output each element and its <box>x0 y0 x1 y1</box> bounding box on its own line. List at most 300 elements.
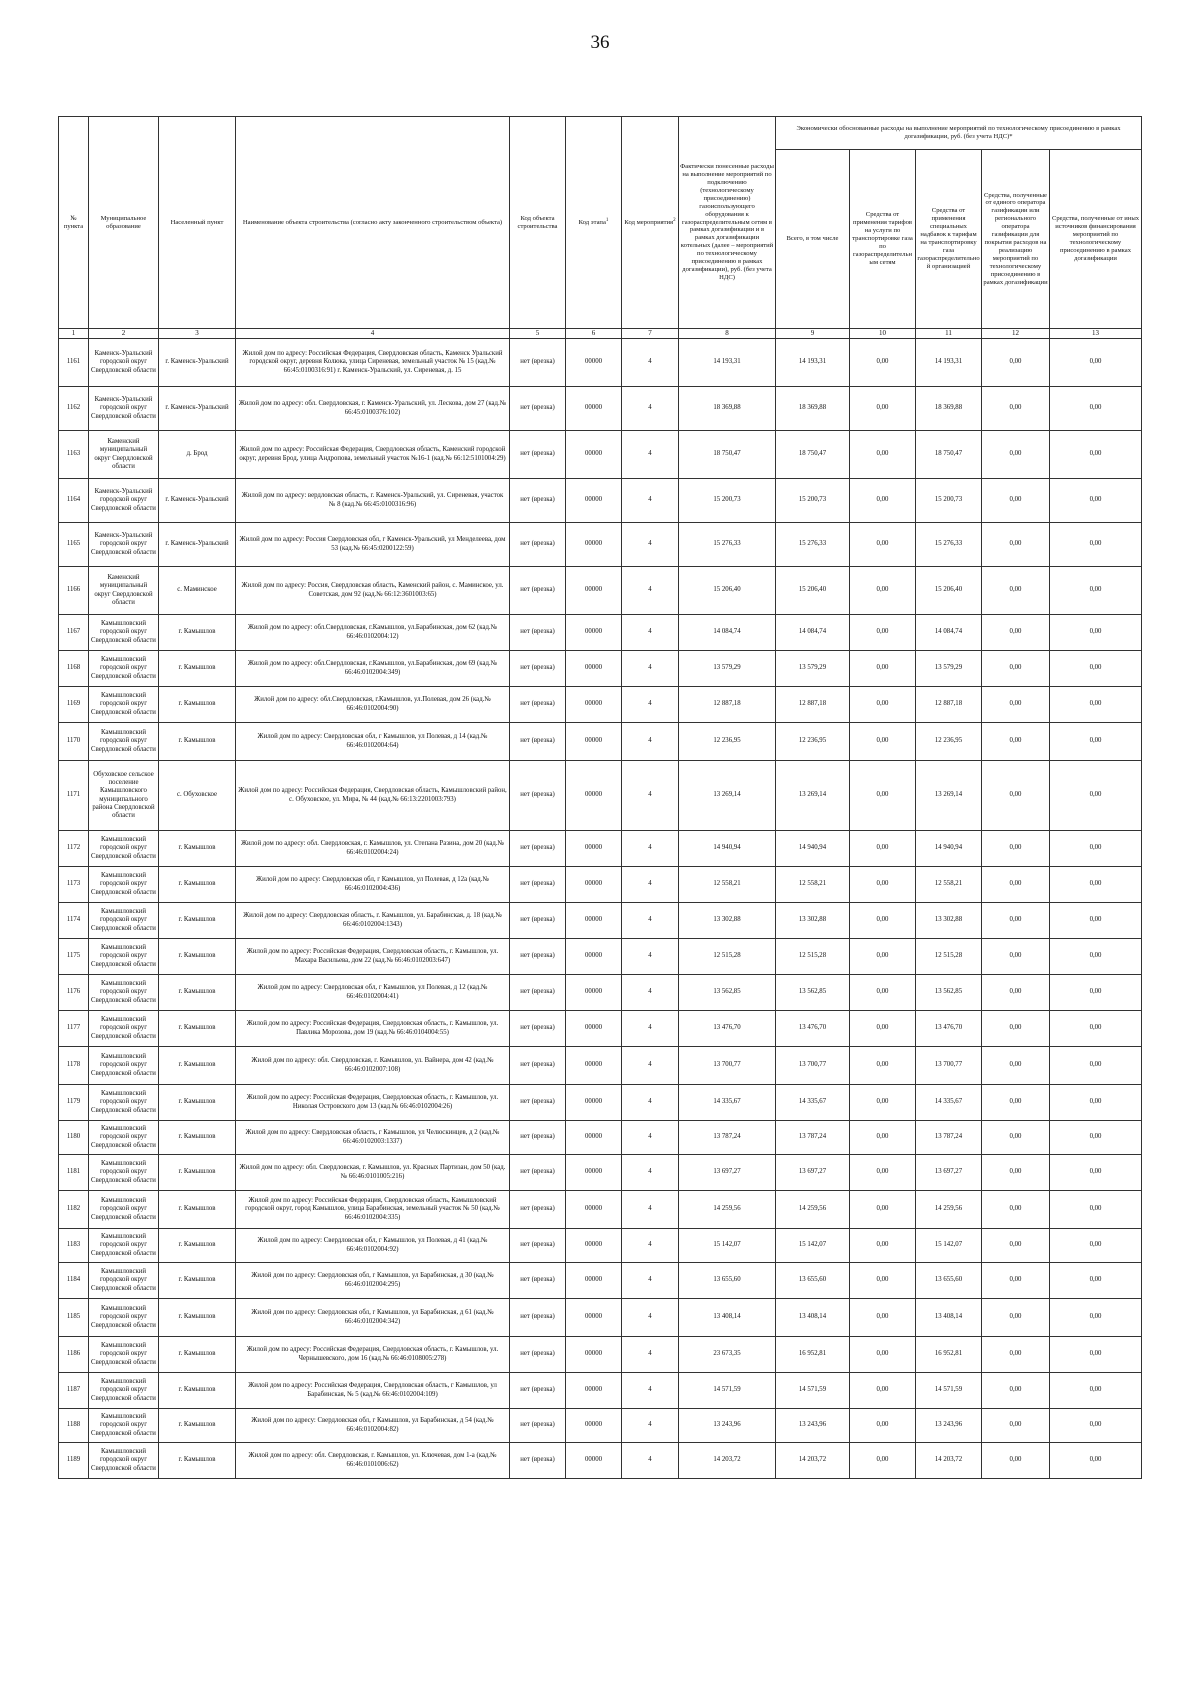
header-special-surcharge: Средства от применения специальных надбавок к тарифам на транспортировку газа газораспределительной организацией <box>916 150 982 329</box>
operator-funds-cell: 0,00 <box>982 339 1050 387</box>
total-cell: 14 193,31 <box>776 339 850 387</box>
operator-funds-cell: 0,00 <box>982 1121 1050 1155</box>
actual-costs-cell: 13 787,24 <box>679 1121 776 1155</box>
stage-code-cell: 00000 <box>566 523 622 567</box>
actual-costs-cell: 14 571,59 <box>679 1373 776 1409</box>
column-number: 7 <box>622 329 679 339</box>
event-code-cell: 4 <box>622 651 679 687</box>
actual-costs-cell: 15 200,73 <box>679 479 776 523</box>
stage-code-cell: 00000 <box>566 651 622 687</box>
municipality-cell: Камышловский городской округ Свердловской области <box>89 1121 159 1155</box>
special-surcharge-cell: 13 562,85 <box>916 975 982 1011</box>
other-sources-cell: 0,00 <box>1050 615 1142 651</box>
table-row <box>59 1229 1142 1263</box>
object-code-cell: нет (врезка) <box>510 723 566 761</box>
transport-tariff-cell: 0,00 <box>850 975 916 1011</box>
row-number: 1183 <box>59 1229 89 1263</box>
table-row <box>59 1299 1142 1337</box>
object-cell: Жилой дом по адресу: Российская Федерация, Свердловская область, г Камышлов, ул Барабинская, № 5 (кад.№ 66:46:0102004:109) <box>236 1373 510 1409</box>
header-object: Наименование объекта строительства (согласно акту законченного строительством объекта) <box>236 117 510 329</box>
settlement-cell: г. Каменск-Уральский <box>159 387 236 431</box>
row-number: 1165 <box>59 523 89 567</box>
total-cell: 15 142,07 <box>776 1229 850 1263</box>
total-cell: 13 476,70 <box>776 1011 850 1047</box>
object-cell: Жилой дом по адресу: Российская Федерация, Свердловская область, г. Камышлов, ул. Чернышевского, дом 16 (кад.№ 66:46:0108005:278) <box>236 1337 510 1373</box>
operator-funds-cell: 0,00 <box>982 761 1050 831</box>
event-code-cell: 4 <box>622 1155 679 1191</box>
actual-costs-cell: 14 259,56 <box>679 1191 776 1229</box>
row-number: 1166 <box>59 567 89 615</box>
municipality-cell: Камышловский городской округ Свердловской области <box>89 1155 159 1191</box>
object-cell: Жилой дом по адресу: Свердловская обл, г Камышлов, ул Барабинская, д 30 (кад.№ 66:46:0102004:295) <box>236 1263 510 1299</box>
event-code-cell: 4 <box>622 867 679 903</box>
actual-costs-cell: 13 655,60 <box>679 1263 776 1299</box>
settlement-cell: г. Камышлов <box>159 615 236 651</box>
event-code-cell: 4 <box>622 1443 679 1479</box>
municipality-cell: Камышловский городской округ Свердловской области <box>89 1011 159 1047</box>
object-cell: Жилой дом по адресу: Российская Федерация, Свердловская область, г. Камышлов, ул. Николая Островского дом 13 (кад.№ 66:46:0102004:26) <box>236 1085 510 1121</box>
total-cell: 13 302,88 <box>776 903 850 939</box>
row-number: 1177 <box>59 1011 89 1047</box>
settlement-cell: г. Каменск-Уральский <box>159 339 236 387</box>
stage-code-cell: 00000 <box>566 567 622 615</box>
event-code-cell: 4 <box>622 1409 679 1443</box>
column-number: 6 <box>566 329 622 339</box>
object-code-cell: нет (врезка) <box>510 867 566 903</box>
header-stage-code: Код этапа$^1$ <box>566 117 622 329</box>
table-row <box>59 615 1142 651</box>
other-sources-cell: 0,00 <box>1050 1011 1142 1047</box>
other-sources-cell: 0,00 <box>1050 1047 1142 1085</box>
settlement-cell: г. Камышлов <box>159 1155 236 1191</box>
event-code-cell: 4 <box>622 431 679 479</box>
operator-funds-cell: 0,00 <box>982 1047 1050 1085</box>
settlement-cell: г. Камышлов <box>159 975 236 1011</box>
transport-tariff-cell: 0,00 <box>850 1191 916 1229</box>
actual-costs-cell: 14 335,67 <box>679 1085 776 1121</box>
total-cell: 16 952,81 <box>776 1337 850 1373</box>
total-cell: 12 515,28 <box>776 939 850 975</box>
row-number: 1176 <box>59 975 89 1011</box>
other-sources-cell: 0,00 <box>1050 1299 1142 1337</box>
special-surcharge-cell: 13 476,70 <box>916 1011 982 1047</box>
settlement-cell: г. Каменск-Уральский <box>159 479 236 523</box>
transport-tariff-cell: 0,00 <box>850 1443 916 1479</box>
settlement-cell: г. Камышлов <box>159 1299 236 1337</box>
table-row <box>59 761 1142 831</box>
total-cell: 13 562,85 <box>776 975 850 1011</box>
event-code-cell: 4 <box>622 761 679 831</box>
transport-tariff-cell: 0,00 <box>850 523 916 567</box>
operator-funds-cell: 0,00 <box>982 723 1050 761</box>
operator-funds-cell: 0,00 <box>982 387 1050 431</box>
object-cell: Жилой дом по адресу: обл.Свердловская, г.Камышлов, ул.Полевая, дом 26 (кад.№ 66:46:0102004:90) <box>236 687 510 723</box>
stage-code-cell: 00000 <box>566 1047 622 1085</box>
row-number: 1163 <box>59 431 89 479</box>
object-cell: Жилой дом по адресу: Российская Федерация, Свердловская область, Камышловский городской округ, город Камышлов, улица Барабинская, земельный участок № 50 (кад.№ 66:46:0102004:335) <box>236 1191 510 1229</box>
actual-costs-cell: 13 269,14 <box>679 761 776 831</box>
other-sources-cell: 0,00 <box>1050 1409 1142 1443</box>
settlement-cell: г. Камышлов <box>159 939 236 975</box>
total-cell: 12 236,95 <box>776 723 850 761</box>
object-cell: Жилой дом по адресу: Россия, Свердловская область, Каменский район, с. Маминское, ул. Советская, дом 92 (кад.№ 66:12:3601003:65) <box>236 567 510 615</box>
actual-costs-cell: 12 515,28 <box>679 939 776 975</box>
other-sources-cell: 0,00 <box>1050 339 1142 387</box>
total-cell: 13 700,77 <box>776 1047 850 1085</box>
object-code-cell: нет (врезка) <box>510 687 566 723</box>
object-cell: Жилой дом по адресу: обл. Свердловская, г. Камышлов, ул. Степана Разина, дом 20 (кад.№ 66:46:0102004:24) <box>236 831 510 867</box>
header-object-code: Код объекта строительства <box>510 117 566 329</box>
event-code-cell: 4 <box>622 1263 679 1299</box>
other-sources-cell: 0,00 <box>1050 567 1142 615</box>
stage-code-cell: 00000 <box>566 479 622 523</box>
stage-code-cell: 00000 <box>566 1011 622 1047</box>
settlement-cell: г. Камышлов <box>159 1191 236 1229</box>
operator-funds-cell: 0,00 <box>982 1263 1050 1299</box>
settlement-cell: г. Камышлов <box>159 1121 236 1155</box>
total-cell: 13 787,24 <box>776 1121 850 1155</box>
table-row <box>59 479 1142 523</box>
special-surcharge-cell: 14 259,56 <box>916 1191 982 1229</box>
row-number: 1188 <box>59 1409 89 1443</box>
settlement-cell: г. Камышлов <box>159 1373 236 1409</box>
row-number: 1179 <box>59 1085 89 1121</box>
table-row <box>59 1337 1142 1373</box>
other-sources-cell: 0,00 <box>1050 723 1142 761</box>
transport-tariff-cell: 0,00 <box>850 1337 916 1373</box>
table-row <box>59 1263 1142 1299</box>
stage-code-cell: 00000 <box>566 1299 622 1337</box>
event-code-cell: 4 <box>622 939 679 975</box>
municipality-cell: Каменск-Уральский городской округ Свердловской области <box>89 339 159 387</box>
settlement-cell: г. Камышлов <box>159 1409 236 1443</box>
transport-tariff-cell: 0,00 <box>850 831 916 867</box>
stage-code-cell: 00000 <box>566 1085 622 1121</box>
operator-funds-cell: 0,00 <box>982 1337 1050 1373</box>
settlement-cell: г. Камышлов <box>159 831 236 867</box>
stage-code-cell: 00000 <box>566 1191 622 1229</box>
other-sources-cell: 0,00 <box>1050 831 1142 867</box>
object-cell: Жилой дом по адресу: Российская Федерация, Свердловская область, Каменский городской округ, деревня Брод, улица Андропова, земельный участок №16-1 (кад.№ 66:12:5101004:29) <box>236 431 510 479</box>
table-row <box>59 1191 1142 1229</box>
municipality-cell: Каменск-Уральский городской округ Свердловской области <box>89 479 159 523</box>
other-sources-cell: 0,00 <box>1050 687 1142 723</box>
object-code-cell: нет (врезка) <box>510 651 566 687</box>
municipality-cell: Камышловский городской округ Свердловской области <box>89 831 159 867</box>
row-number: 1184 <box>59 1263 89 1299</box>
operator-funds-cell: 0,00 <box>982 867 1050 903</box>
actual-costs-cell: 14 203,72 <box>679 1443 776 1479</box>
actual-costs-cell: 23 673,35 <box>679 1337 776 1373</box>
column-number: 12 <box>982 329 1050 339</box>
transport-tariff-cell: 0,00 <box>850 387 916 431</box>
special-surcharge-cell: 13 579,29 <box>916 651 982 687</box>
operator-funds-cell: 0,00 <box>982 687 1050 723</box>
row-number: 1169 <box>59 687 89 723</box>
operator-funds-cell: 0,00 <box>982 615 1050 651</box>
transport-tariff-cell: 0,00 <box>850 567 916 615</box>
object-cell: Жилой дом по адресу: Свердловская обл, г Камышлов, ул Полевая, д 41 (кад.№ 66:46:0102004:92) <box>236 1229 510 1263</box>
column-number-row <box>59 329 1142 339</box>
operator-funds-cell: 0,00 <box>982 1191 1050 1229</box>
object-cell: Жилой дом по адресу: обл. Свердловская, г. Камышлов, ул. Ключевая, дом 1-а (кад.№ 66:46:0101006:62) <box>236 1443 510 1479</box>
special-surcharge-cell: 13 787,24 <box>916 1121 982 1155</box>
settlement-cell: с. Маминское <box>159 567 236 615</box>
event-code-cell: 4 <box>622 1373 679 1409</box>
table-row <box>59 1011 1142 1047</box>
stage-code-cell: 00000 <box>566 1229 622 1263</box>
total-cell: 18 369,88 <box>776 387 850 431</box>
actual-costs-cell: 12 558,21 <box>679 867 776 903</box>
municipality-cell: Камышловский городской округ Свердловской области <box>89 1443 159 1479</box>
total-cell: 14 203,72 <box>776 1443 850 1479</box>
stage-code-cell: 00000 <box>566 1337 622 1373</box>
header-no: № пункта <box>59 117 89 329</box>
settlement-cell: д. Брод <box>159 431 236 479</box>
object-cell: Жилой дом по адресу: Свердловская область, г Камышлов, ул Челюскинцев, д 2 (кад.№ 66:46:0102003:1337) <box>236 1121 510 1155</box>
municipality-cell: Камышловский городской округ Свердловской области <box>89 867 159 903</box>
event-code-cell: 4 <box>622 339 679 387</box>
object-cell: Жилой дом по адресу: вердловская область, г. Каменск-Уральский, ул. Сиреневая, участок № 8 (кад.№ 66:45:0100316:96) <box>236 479 510 523</box>
event-code-cell: 4 <box>622 903 679 939</box>
table-row <box>59 1373 1142 1409</box>
other-sources-cell: 0,00 <box>1050 651 1142 687</box>
other-sources-cell: 0,00 <box>1050 1155 1142 1191</box>
municipality-cell: Камышловский городской округ Свердловской области <box>89 687 159 723</box>
settlement-cell: г. Каменск-Уральский <box>159 523 236 567</box>
actual-costs-cell: 18 369,88 <box>679 387 776 431</box>
other-sources-cell: 0,00 <box>1050 1263 1142 1299</box>
municipality-cell: Камышловский городской округ Свердловской области <box>89 939 159 975</box>
table-row <box>59 387 1142 431</box>
row-number: 1186 <box>59 1337 89 1373</box>
transport-tariff-cell: 0,00 <box>850 761 916 831</box>
stage-code-cell: 00000 <box>566 1443 622 1479</box>
other-sources-cell: 0,00 <box>1050 1229 1142 1263</box>
municipality-cell: Камышловский городской округ Свердловской области <box>89 651 159 687</box>
total-cell: 13 269,14 <box>776 761 850 831</box>
settlement-cell: г. Камышлов <box>159 1047 236 1085</box>
actual-costs-cell: 14 940,94 <box>679 831 776 867</box>
special-surcharge-cell: 13 408,14 <box>916 1299 982 1337</box>
header-actual-costs: Фактически понесенные расходы на выполнение мероприятий по подключению (технологическому присоединению) газоиспользующего оборудования к газораспределительным сетям в рамках догазификации и в рамках догазификации котельных (далее – мероприятий по технологическому присоединению в рамках догазификации), руб. (без учета НДС) <box>679 117 776 329</box>
municipality-cell: Камышловский городской округ Свердловской области <box>89 1299 159 1337</box>
object-code-cell: нет (врезка) <box>510 1373 566 1409</box>
settlement-cell: г. Камышлов <box>159 1011 236 1047</box>
transport-tariff-cell: 0,00 <box>850 1085 916 1121</box>
event-code-cell: 4 <box>622 831 679 867</box>
transport-tariff-cell: 0,00 <box>850 867 916 903</box>
transport-tariff-cell: 0,00 <box>850 1155 916 1191</box>
special-surcharge-cell: 15 206,40 <box>916 567 982 615</box>
settlement-cell: г. Камышлов <box>159 687 236 723</box>
row-number: 1181 <box>59 1155 89 1191</box>
row-number: 1172 <box>59 831 89 867</box>
municipality-cell: Каменский муниципальный округ Свердловской области <box>89 431 159 479</box>
object-cell: Жилой дом по адресу: обл. Свердловская, г. Камышлов, ул. Вайнера, дом 42 (кад.№ 66:46:0102007:108) <box>236 1047 510 1085</box>
municipality-cell: Камышловский городской округ Свердловской области <box>89 975 159 1011</box>
special-surcharge-cell: 15 276,33 <box>916 523 982 567</box>
event-code-cell: 4 <box>622 523 679 567</box>
other-sources-cell: 0,00 <box>1050 479 1142 523</box>
transport-tariff-cell: 0,00 <box>850 651 916 687</box>
event-code-cell: 4 <box>622 1047 679 1085</box>
stage-code-cell: 00000 <box>566 1155 622 1191</box>
special-surcharge-cell: 14 084,74 <box>916 615 982 651</box>
table-row <box>59 651 1142 687</box>
object-code-cell: нет (врезка) <box>510 1047 566 1085</box>
object-code-cell: нет (врезка) <box>510 1121 566 1155</box>
object-code-cell: нет (врезка) <box>510 431 566 479</box>
municipality-cell: Камышловский городской округ Свердловской области <box>89 723 159 761</box>
header-transport-tariff: Средства от применения тарифов на услуги по транспортировке газа по газораспределительным сетям <box>850 150 916 329</box>
row-number: 1180 <box>59 1121 89 1155</box>
object-code-cell: нет (врезка) <box>510 1409 566 1443</box>
header-settlement: Населенный пункт <box>159 117 236 329</box>
total-cell: 14 571,59 <box>776 1373 850 1409</box>
table-row <box>59 1443 1142 1479</box>
object-code-cell: нет (врезка) <box>510 1443 566 1479</box>
transport-tariff-cell: 0,00 <box>850 339 916 387</box>
actual-costs-cell: 13 243,96 <box>679 1409 776 1443</box>
table-row <box>59 939 1142 975</box>
row-number: 1175 <box>59 939 89 975</box>
other-sources-cell: 0,00 <box>1050 939 1142 975</box>
municipality-cell: Камышловский городской округ Свердловской области <box>89 1191 159 1229</box>
transport-tariff-cell: 0,00 <box>850 1229 916 1263</box>
total-cell: 14 084,74 <box>776 615 850 651</box>
operator-funds-cell: 0,00 <box>982 1155 1050 1191</box>
object-code-cell: нет (врезка) <box>510 387 566 431</box>
operator-funds-cell: 0,00 <box>982 1229 1050 1263</box>
special-surcharge-cell: 12 887,18 <box>916 687 982 723</box>
event-code-cell: 4 <box>622 1337 679 1373</box>
other-sources-cell: 0,00 <box>1050 1373 1142 1409</box>
table-row <box>59 339 1142 387</box>
settlement-cell: г. Камышлов <box>159 651 236 687</box>
special-surcharge-cell: 13 302,88 <box>916 903 982 939</box>
total-cell: 12 887,18 <box>776 687 850 723</box>
special-surcharge-cell: 15 200,73 <box>916 479 982 523</box>
row-number: 1162 <box>59 387 89 431</box>
object-code-cell: нет (врезка) <box>510 339 566 387</box>
object-code-cell: нет (врезка) <box>510 523 566 567</box>
stage-code-cell: 00000 <box>566 1263 622 1299</box>
table-row <box>59 831 1142 867</box>
other-sources-cell: 0,00 <box>1050 431 1142 479</box>
total-cell: 15 276,33 <box>776 523 850 567</box>
object-cell: Жилой дом по адресу: обл. Свердловская, г. Каменск-Уральский, ул. Лескова, дом 27 (кад.№ 66:45:0100376:102) <box>236 387 510 431</box>
actual-costs-cell: 13 408,14 <box>679 1299 776 1337</box>
event-code-cell: 4 <box>622 1121 679 1155</box>
actual-costs-cell: 12 236,95 <box>679 723 776 761</box>
operator-funds-cell: 0,00 <box>982 903 1050 939</box>
stage-code-cell: 00000 <box>566 615 622 651</box>
municipality-cell: Обуховское сельское поселение Камышловского муниципального района Свердловской области <box>89 761 159 831</box>
column-number: 8 <box>679 329 776 339</box>
object-cell: Жилой дом по адресу: Российская Федерация, Свердловская область, г. Камышлов, ул. Махара Васильева, дом 22 (кад.№ 66:46:0102003:647) <box>236 939 510 975</box>
actual-costs-cell: 13 579,29 <box>679 651 776 687</box>
object-code-cell: нет (врезка) <box>510 1263 566 1299</box>
object-code-cell: нет (врезка) <box>510 939 566 975</box>
special-surcharge-cell: 14 571,59 <box>916 1373 982 1409</box>
object-cell: Жилой дом по адресу: Свердловская область, г. Камышлов, ул. Барабинская, д. 18 (кад.№ 66:46:0102004:1343) <box>236 903 510 939</box>
column-number: 2 <box>89 329 159 339</box>
row-number: 1167 <box>59 615 89 651</box>
stage-code-cell: 00000 <box>566 831 622 867</box>
actual-costs-cell: 13 562,85 <box>679 975 776 1011</box>
operator-funds-cell: 0,00 <box>982 1373 1050 1409</box>
table-row <box>59 523 1142 567</box>
actual-costs-cell: 15 206,40 <box>679 567 776 615</box>
object-cell: Жилой дом по адресу: обл.Свердловская, г.Камышлов, ул.Барабинская, дом 62 (кад.№ 66:46:0102004:12) <box>236 615 510 651</box>
settlement-cell: г. Камышлов <box>159 1229 236 1263</box>
object-code-cell: нет (врезка) <box>510 615 566 651</box>
table-row <box>59 903 1142 939</box>
transport-tariff-cell: 0,00 <box>850 687 916 723</box>
stage-code-cell: 00000 <box>566 723 622 761</box>
total-cell: 18 750,47 <box>776 431 850 479</box>
actual-costs-cell: 13 700,77 <box>679 1047 776 1085</box>
row-number: 1187 <box>59 1373 89 1409</box>
special-surcharge-cell: 13 269,14 <box>916 761 982 831</box>
other-sources-cell: 0,00 <box>1050 1191 1142 1229</box>
total-cell: 12 558,21 <box>776 867 850 903</box>
total-cell: 14 259,56 <box>776 1191 850 1229</box>
header-total: Всего, в том числе <box>776 150 850 329</box>
object-code-cell: нет (врезка) <box>510 1337 566 1373</box>
total-cell: 14 940,94 <box>776 831 850 867</box>
header-operator-funds: Средства, полученные от единого оператора газификации или регионального оператора газификации для покрытия расходов на реализацию мероприятий по технологическому присоединению в рамках догазификации <box>982 150 1050 329</box>
transport-tariff-cell: 0,00 <box>850 1299 916 1337</box>
table-row <box>59 1155 1142 1191</box>
object-cell: Жилой дом по адресу: Свердловская обл, г Камышлов, ул Полевая, д 14 (кад.№ 66:46:0102004:64) <box>236 723 510 761</box>
other-sources-cell: 0,00 <box>1050 387 1142 431</box>
operator-funds-cell: 0,00 <box>982 651 1050 687</box>
operator-funds-cell: 0,00 <box>982 1409 1050 1443</box>
other-sources-cell: 0,00 <box>1050 761 1142 831</box>
special-surcharge-cell: 13 700,77 <box>916 1047 982 1085</box>
row-number: 1178 <box>59 1047 89 1085</box>
object-code-cell: нет (врезка) <box>510 1191 566 1229</box>
special-surcharge-cell: 13 655,60 <box>916 1263 982 1299</box>
transport-tariff-cell: 0,00 <box>850 1373 916 1409</box>
municipality-cell: Каменский муниципальный округ Свердловской области <box>89 567 159 615</box>
actual-costs-cell: 12 887,18 <box>679 687 776 723</box>
stage-code-cell: 00000 <box>566 939 622 975</box>
row-number: 1182 <box>59 1191 89 1229</box>
event-code-cell: 4 <box>622 1011 679 1047</box>
event-code-cell: 4 <box>622 723 679 761</box>
other-sources-cell: 0,00 <box>1050 1337 1142 1373</box>
settlement-cell: г. Камышлов <box>159 1263 236 1299</box>
other-sources-cell: 0,00 <box>1050 1121 1142 1155</box>
event-code-cell: 4 <box>622 1299 679 1337</box>
municipality-cell: Камышловский городской округ Свердловской области <box>89 615 159 651</box>
total-cell: 15 200,73 <box>776 479 850 523</box>
stage-code-cell: 00000 <box>566 387 622 431</box>
header-economic-group: Экономически обоснованные расходы на выполнение мероприятий по технологическому присоединению в рамках догазификации, руб. (без учета НДС)* <box>776 117 1142 150</box>
row-number: 1161 <box>59 339 89 387</box>
total-cell: 13 655,60 <box>776 1263 850 1299</box>
table-row <box>59 431 1142 479</box>
stage-code-cell: 00000 <box>566 1121 622 1155</box>
column-number: 13 <box>1050 329 1142 339</box>
table-row <box>59 687 1142 723</box>
total-cell: 14 335,67 <box>776 1085 850 1121</box>
stage-code-cell: 00000 <box>566 975 622 1011</box>
row-number: 1168 <box>59 651 89 687</box>
